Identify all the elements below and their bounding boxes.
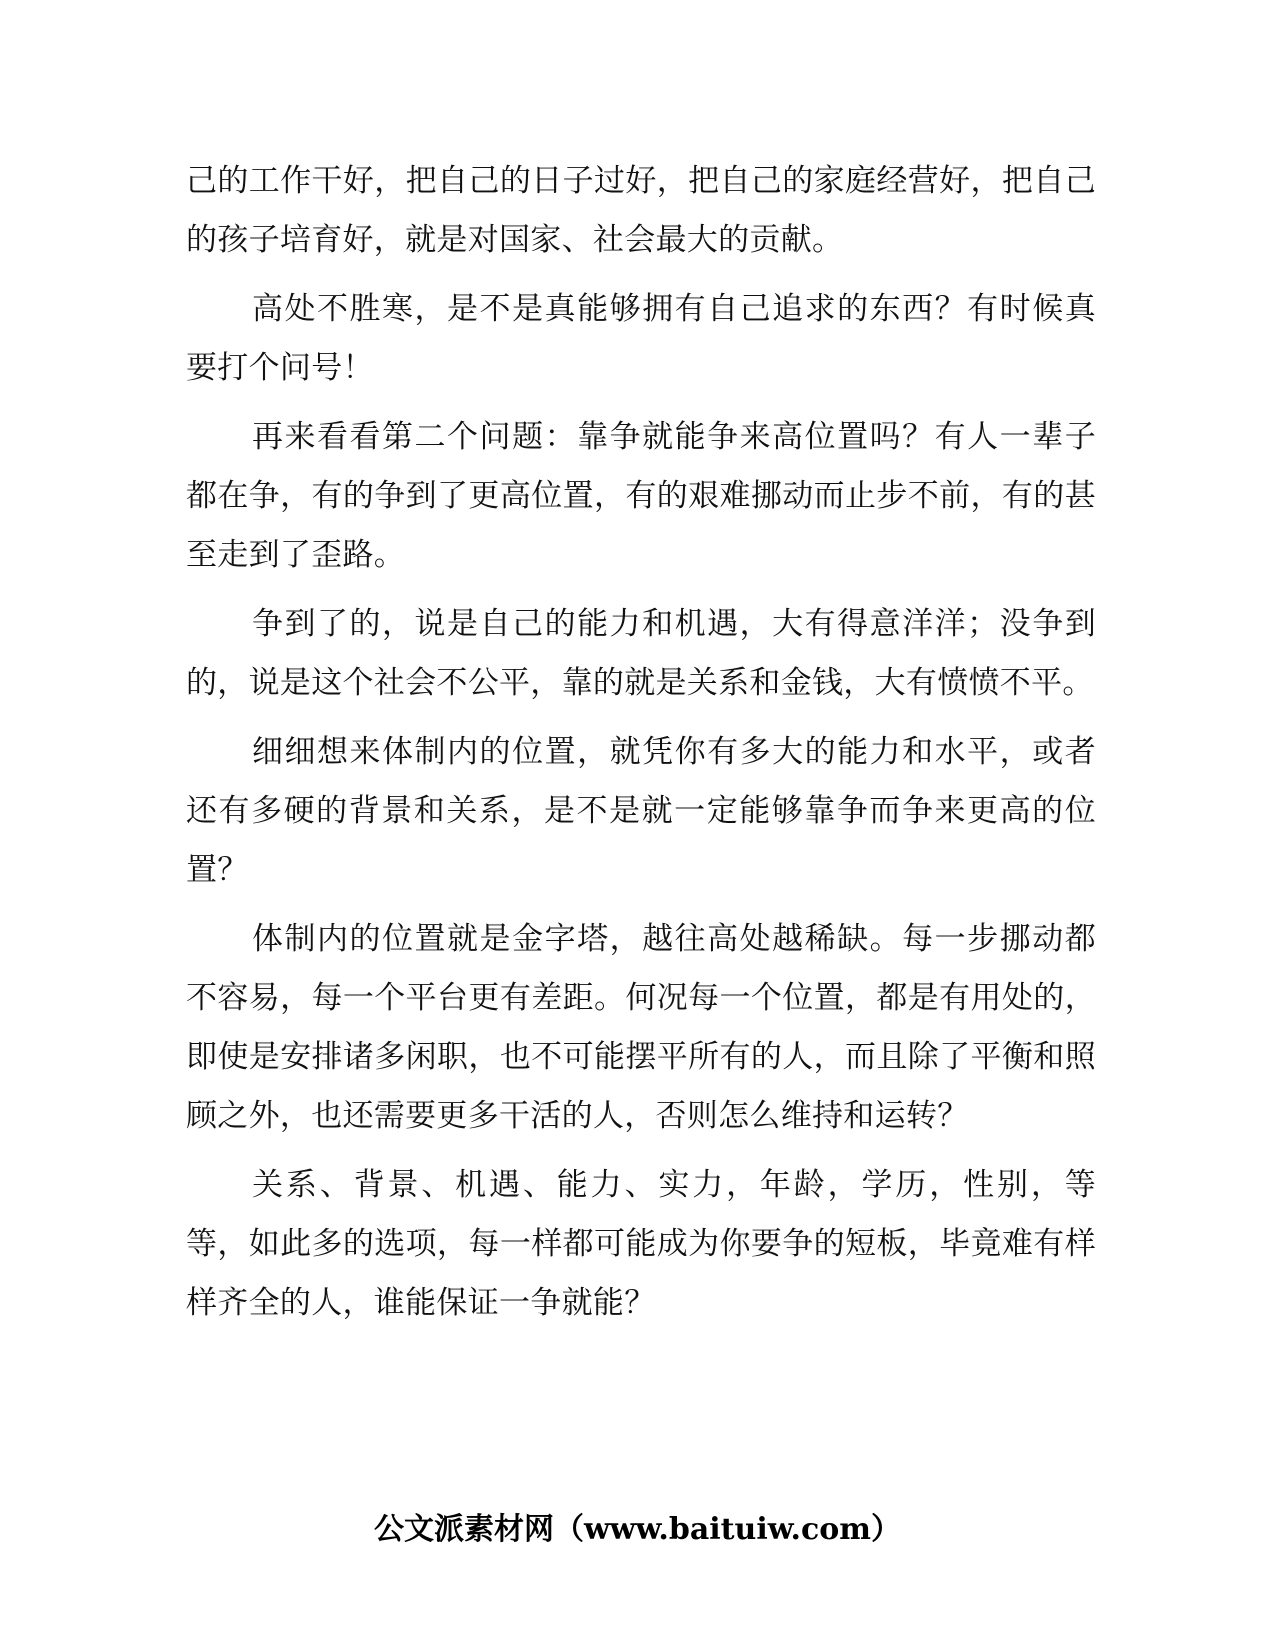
paragraph: 关系、背景、机遇、能力、实力，年龄，学历，性别，等等，如此多的选项，每一样都可能成为你要争的短板，毕竟难有样样齐全的人，谁能保证一争就能？ xyxy=(186,1167,1096,1321)
paragraph-continuation: 己的工作干好，把自己的日子过好，把自己的家庭经营好，把自己的孩子培育好，就是对国家、社会最大的贡献。 xyxy=(186,163,1096,258)
paragraph: 高处不胜寒，是不是真能够拥有自己追求的东西？有时候真要打个问号！ xyxy=(186,291,1096,386)
paragraph: 争到了的，说是自己的能力和机遇，大有得意洋洋；没争到的，说是这个社会不公平，靠的就是关系和金钱，大有愤愤不平。 xyxy=(186,606,1096,701)
paragraph: 细细想来体制内的位置，就凭你有多大的能力和水平，或者还有多硬的背景和关系，是不是就一定能够靠争而争来更高的位置？ xyxy=(186,734,1096,888)
paragraph: 体制内的位置就是金字塔，越往高处越稀缺。每一步挪动都不容易，每一个平台更有差距。何况每一个位置，都是有用处的，即使是安排诸多闲职，也不可能摆平所有的人，而且除了平衡和照顾之外，也还需要更多干活的人，否则怎么维持和运转？ xyxy=(186,921,1096,1134)
page-footer: 公文派素材网（www.baituiw.com） xyxy=(373,1512,902,1547)
document-body xyxy=(186,152,1096,1343)
paragraph: 再来看看第二个问题：靠争就能争来高位置吗？有人一辈子都在争，有的争到了更高位置，有的艰难挪动而止步不前，有的甚至走到了歪路。 xyxy=(186,419,1096,573)
